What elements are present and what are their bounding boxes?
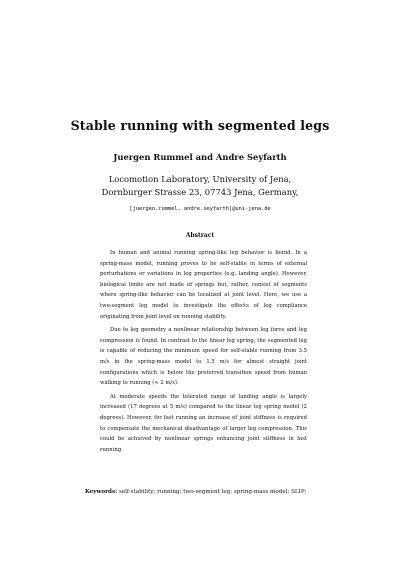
author-email: [juergen.rummel, andre.seyfarth]@uni-jena.de — [129, 206, 271, 212]
abstract-heading: Abstract — [185, 232, 215, 239]
keywords-line — [85, 487, 325, 497]
abstract-body — [100, 248, 307, 458]
abstract-paragraph-1: In human and animal running spring-like leg behavior is found. In a spring-mass model, running proves to be self-stable in terms of external perturbations or variations in leg properties (e.g. landing angle). However, biological limbs are not made of springs but, rather, consist of segments where spring-like behavior can be localized at joint level. Here, we use a two-segment leg model to investigate the effects of leg compliance originating from joint level on running stability. — [100, 250, 307, 320]
paper-title: Stable running with segmented legs — [70, 118, 330, 133]
abstract-paragraph-3: At moderate speeds the tolerated range of landing angle is largely increased (17 degrees at 5 m/s) compared to the linear leg spring model (2 degrees). However, for fast running an increase of joint stiffness is required to compensate the mechanical disadvantage of larger leg compression. This could be achieved by nonlinear springs enhancing joint stiffness in fast running. — [100, 393, 307, 453]
abstract-paragraph-2: Due to leg geometry a nonlinear relationship between leg force and leg compression is found. In contrast to the linear leg spring, the segmented leg is capable of reducing the minimum speed for self-stable running from 3.5 m/s in the spring-mass model to 1.5 m/s for almost straight joint configurations which is below the preferred transition speed from human walking to running (≈ 2 m/s). — [100, 327, 307, 387]
affiliation-line-1: Locomotion Laboratory, University of Jena, — [108, 174, 292, 184]
keywords-list: self-stability; running; two-segment leg; spring-mass model; SLIP; — [118, 489, 307, 495]
keywords-label: Keywords: — [85, 489, 118, 495]
paper-authors: Juergen Rummel and Andre Seyfarth — [113, 152, 287, 162]
affiliation-line-2: Dornburger Strasse 23, 07743 Jena, Germany, — [101, 187, 299, 197]
